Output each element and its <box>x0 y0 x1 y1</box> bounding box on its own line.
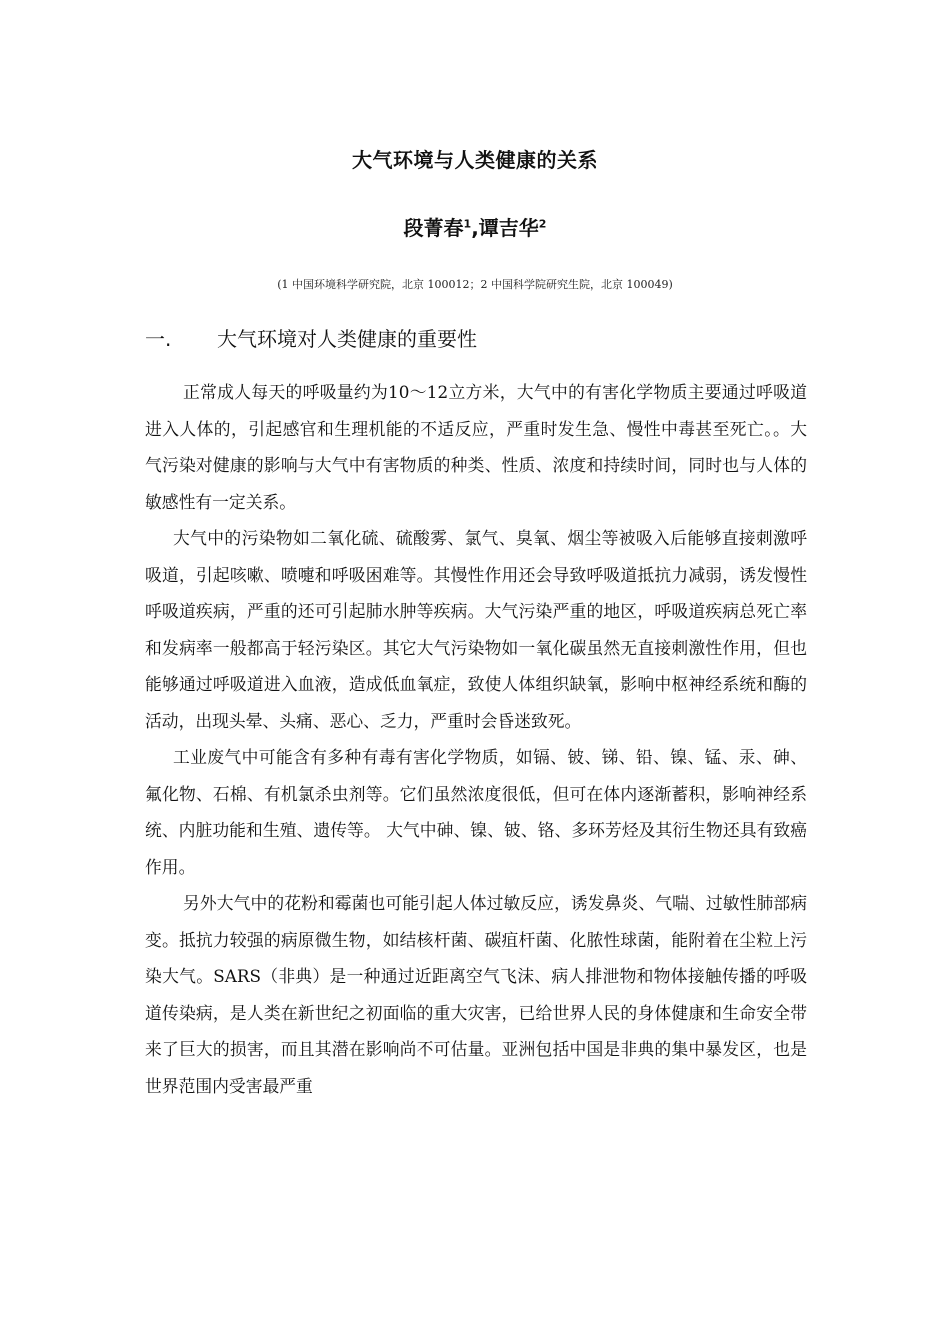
paragraph: 工业废气中可能含有多种有毒有害化学物质，如镉、铍、锑、铅、镍、锰、汞、砷、氟化物、石棉、有机氯杀虫剂等。它们虽然浓度很低，但可在体内逐渐蓄积，影响神经系统、内脏功能和生殖、遗传等。 大气中砷、镍、铍、铬、多环芳烃及其衍生物还具有致癌作用。 <box>145 747 807 877</box>
author-separator: , <box>471 216 479 240</box>
author-1-affiliation-mark: 1 <box>463 217 472 231</box>
paragraph: 另外大气中的花粉和霉菌也可能引起人体过敏反应，诱发鼻炎、气喘、过敏性肺部病变。抵抗力较强的病原微生物，如结核杆菌、碳疽杆菌、化脓性球菌，能附着在尘粒上污染大气。SARS（非典）是一种通过近距离空气飞沫、病人排泄物和物体接触传播的呼吸道传染病，是人类在新世纪之初面临的重大灾害，已给世界人民的身体健康和生命安全带来了巨大的损害，而且其潜在影响尚不可估量。亚洲包括中国是非典的集中暴发区，也是世界范围内受害最严重 <box>145 893 807 1096</box>
document-title: 大气环境与人类健康的关系 <box>352 148 598 172</box>
author-2-affiliation-mark: 2 <box>538 217 547 231</box>
section-title: 大气环境对人类健康的重要性 <box>217 327 477 351</box>
author-line <box>0 212 950 241</box>
paragraph: 大气中的污染物如二氧化硫、硫酸雾、氯气、臭氧、烟尘等被吸入后能够直接刺激呼吸道，引起咳嗽、喷嚏和呼吸困难等。其慢性作用还会导致呼吸道抵抗力减弱，诱发慢性呼吸道疾病，严重的还可引起肺水肿等疾病。大气污染严重的地区，呼吸道疾病总死亡率和发病率一般都高于轻污染区。其它大气污染物如一氧化碳虽然无直接刺激性作用，但也能够通过呼吸道进入血液，造成低血氧症，致使人体组织缺氧，影响中枢神经系统和酶的活动，出现头晕、头痛、恶心、乏力，严重时会昏迷致死。 <box>145 528 807 731</box>
paragraph: 正常成人每天的呼吸量约为10～12立方米，大气中的有害化学物质主要通过呼吸道进入人体的，引起感官和生理机能的不适反应，严重时发生急、慢性中毒甚至死亡。。大气污染对健康的影响与大气中有害物质的种类、性质、浓度和持续时间，同时也与人体的敏感性有一定关系。 <box>145 382 807 512</box>
body-text <box>145 374 807 1104</box>
section-number: 一. <box>145 327 172 351</box>
section-heading <box>145 323 825 352</box>
author-2-name: 谭吉华 <box>478 216 539 240</box>
author-1-name: 段菁春 <box>403 216 464 240</box>
affiliation-line: (1 中国环境科学研究院，北京 100012；2 中国科学院研究生院，北京 100049) <box>277 278 673 291</box>
